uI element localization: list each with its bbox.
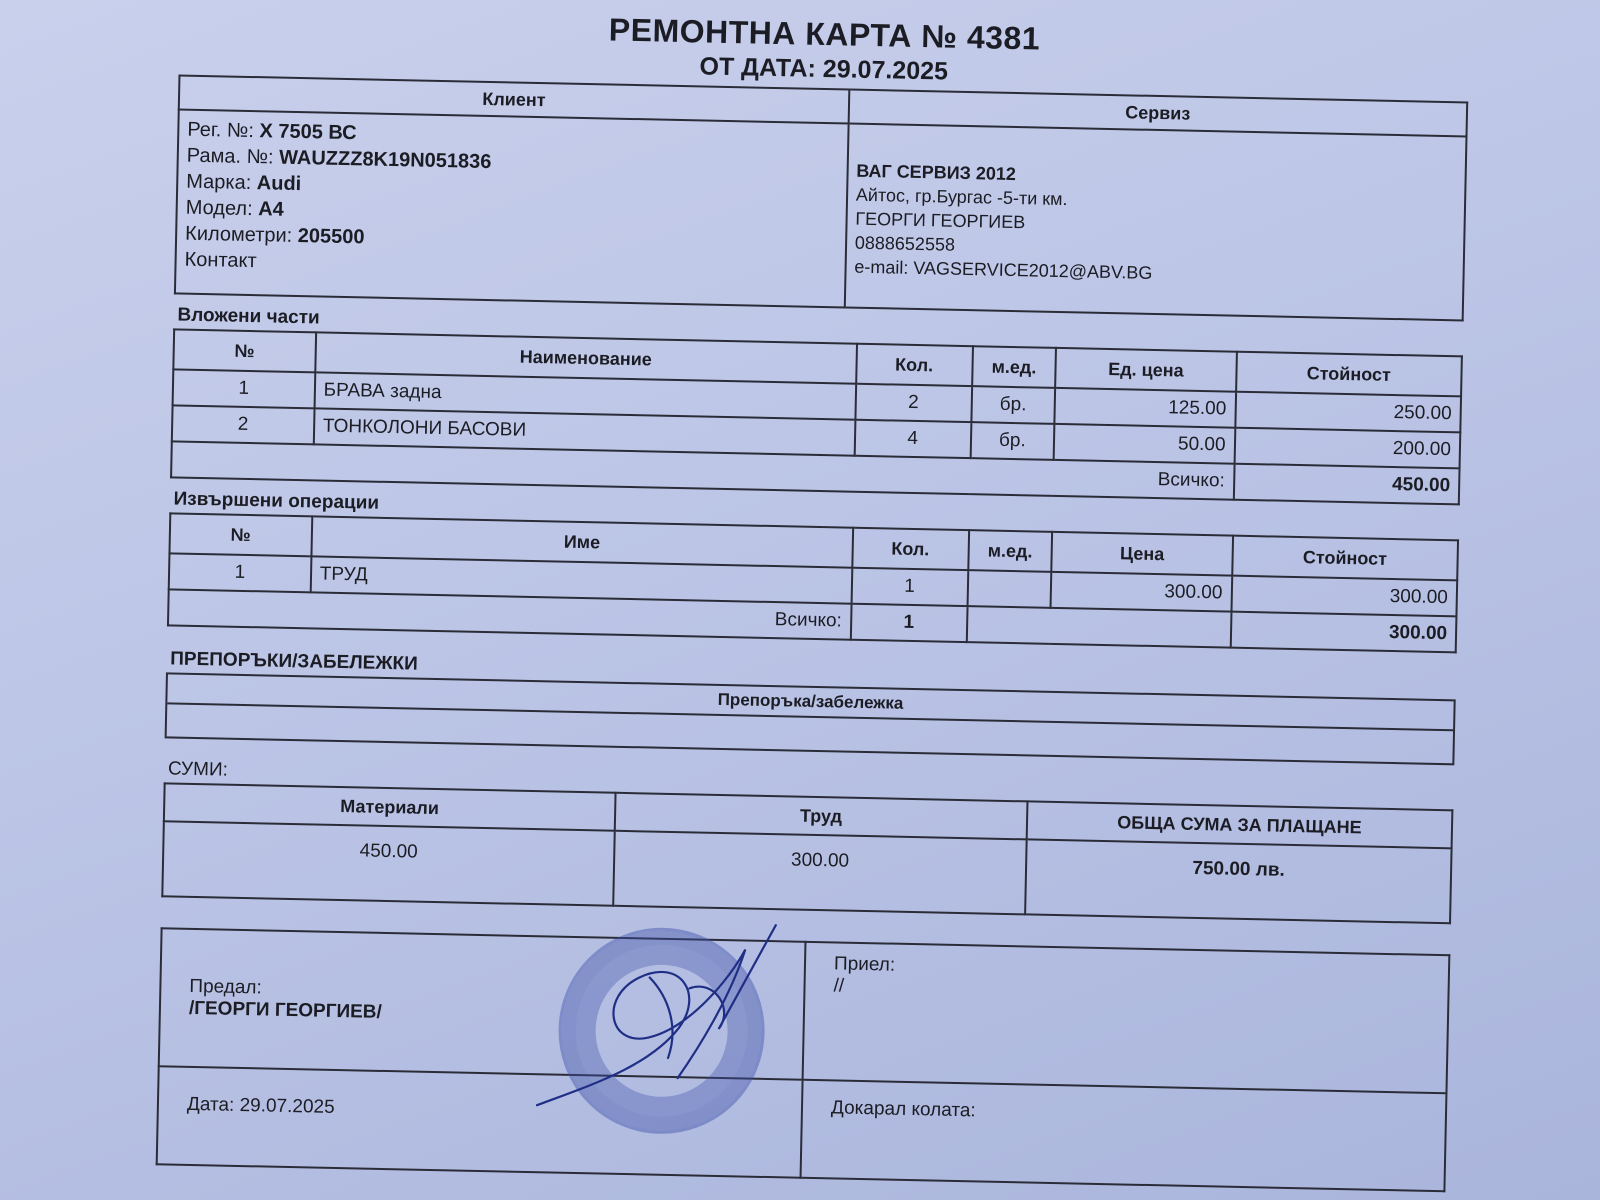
part-qty: 4 — [854, 420, 971, 458]
part-value: 250.00 — [1235, 392, 1461, 433]
parts-section-title: Вложени части — [177, 304, 320, 329]
recommendations-header: Препоръка/забележка — [167, 674, 1453, 731]
service-phone: 0888652558 — [854, 232, 956, 255]
received-name: // — [833, 975, 845, 997]
service-name: ВАГ СЕРВИЗ 2012 — [856, 160, 1017, 185]
sums-materials-label: Материали — [164, 783, 615, 830]
signatures-table — [156, 927, 1451, 1192]
client-service-table — [174, 74, 1468, 321]
service-header: Сервиз — [848, 90, 1467, 137]
parts-col-value: Стойност — [1236, 352, 1462, 397]
received-cell — [803, 942, 1450, 1093]
repair-card-sheet — [156, 0, 1470, 1183]
service-details — [845, 124, 1467, 321]
service-person: ГЕОРГИ ГЕОРГИЕВ — [855, 208, 1026, 233]
ops-total-label: Всичко: — [168, 589, 851, 639]
ops-col-qty: Кол. — [852, 528, 969, 570]
handed-name: /ГЕОРГИ ГЕОРГИЕВ/ — [188, 997, 383, 1023]
frame-number-line: Рама. №: WAUZZZ8K19N051836 — [186, 144, 492, 174]
part-qty: 2 — [855, 384, 972, 422]
part-unit: бр. — [970, 422, 1054, 460]
contact-line: Контакт — [184, 248, 257, 273]
client-details — [175, 109, 848, 307]
operations-section-title: Извършени операции — [173, 488, 380, 514]
sums-materials-value: 450.00 — [162, 821, 614, 905]
sums-table — [161, 782, 1453, 924]
op-value: 300.00 — [1231, 576, 1457, 617]
parts-col-no: № — [173, 329, 315, 372]
op-qty: 1 — [851, 568, 968, 606]
sums-total-label: ОБЩА СУМА ЗА ПЛАЩАНЕ — [1027, 801, 1453, 848]
brought-car-cell: Докарал колата: — [801, 1080, 1447, 1191]
parts-col-unit-price: Ед. цена — [1055, 348, 1236, 392]
document-title: РЕМОНТНА КАРТА № 4381 — [608, 11, 1041, 57]
sums-section-title: СУМИ: — [167, 758, 229, 781]
parts-col-qty: Кол. — [856, 344, 973, 386]
part-unit-price: 50.00 — [1054, 424, 1235, 464]
ops-total-value: 300.00 — [1230, 612, 1456, 653]
part-name: ТОНКОЛОНИ БАСОВИ — [313, 408, 855, 455]
received-label: Приел: — [833, 953, 896, 976]
ops-col-value: Стойност — [1232, 536, 1458, 581]
service-email: e-mail: VAGSERVICE2012@ABV.BG — [854, 256, 1153, 283]
part-no: 2 — [172, 405, 314, 444]
op-price: 300.00 — [1051, 572, 1232, 612]
part-name: БРАВА задна — [314, 372, 856, 419]
model-line: Модел: A4 — [185, 196, 285, 221]
op-name: ТРУД — [310, 556, 852, 603]
op-no: 1 — [169, 553, 311, 592]
ops-total-empty — [966, 606, 1231, 648]
op-unit — [967, 570, 1051, 608]
signature-stroke — [537, 920, 776, 1110]
reg-number-line: Рег. №: Х 7505 ВС — [187, 118, 357, 145]
ops-col-name: Име — [311, 516, 853, 567]
parts-total-value: 450.00 — [1233, 464, 1459, 505]
make-line: Марка: Audi — [186, 170, 302, 196]
part-no: 1 — [173, 369, 315, 408]
service-address: Айтос, гр.Бургас -5-ти км. — [855, 184, 1068, 210]
operations-table — [167, 512, 1459, 653]
signatures-area — [156, 927, 1451, 1192]
date-cell: Дата: 29.07.2025 — [157, 1066, 803, 1177]
parts-col-unit: м.ед. — [972, 346, 1057, 388]
ops-col-no: № — [169, 513, 311, 556]
km-line: Километри: 205500 — [184, 222, 365, 249]
sums-total-value: 750.00 лв. — [1025, 839, 1452, 923]
recommendations-section-title: ПРЕПОРЪКИ/ЗАБЕЛЕЖКИ — [170, 648, 418, 675]
part-value: 200.00 — [1234, 428, 1460, 469]
client-header: Клиент — [179, 75, 849, 123]
handed-label: Предал: — [189, 975, 263, 999]
ops-total-qty: 1 — [850, 604, 967, 642]
sums-labor-label: Труд — [615, 793, 1028, 840]
part-unit-price: 125.00 — [1055, 388, 1236, 428]
sums-labor-value: 300.00 — [613, 831, 1027, 915]
parts-col-name: Наименование — [315, 332, 857, 383]
part-unit: бр. — [971, 386, 1055, 424]
parts-table — [170, 328, 1463, 505]
handwritten-signature-icon — [526, 915, 791, 1140]
ops-col-price: Цена — [1052, 532, 1233, 576]
document-date: ОТ ДАТА: 29.07.2025 — [699, 52, 949, 86]
parts-total-label: Всичко: — [171, 441, 1234, 499]
ops-col-unit: м.ед. — [968, 530, 1053, 572]
